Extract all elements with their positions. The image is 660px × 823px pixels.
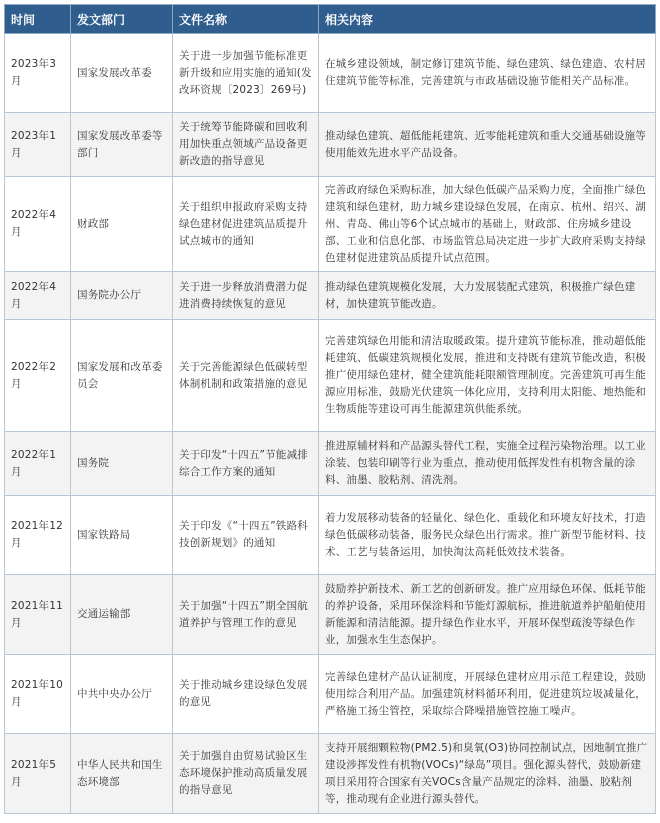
cell-time: 2023年3月 bbox=[5, 34, 71, 113]
cell-content: 推动绿色建筑规模化发展，大力发展装配式建筑，积极推广绿色建材，加快建筑节能改造。 bbox=[319, 272, 656, 320]
table-row bbox=[5, 575, 656, 655]
cell-doc: 关于印发“十四五”节能减排综合工作方案的通知 bbox=[173, 432, 319, 496]
cell-time: 2021年11月 bbox=[5, 575, 71, 655]
cell-time: 2021年5月 bbox=[5, 734, 71, 814]
cell-dept: 中华人民共和国生态环境部 bbox=[71, 734, 173, 814]
cell-time: 2022年1月 bbox=[5, 432, 71, 496]
cell-doc: 关于统筹节能降碳和回收利用加快重点领域产品设备更新改造的指导意见 bbox=[173, 113, 319, 177]
policy-table-container bbox=[4, 4, 655, 814]
table-row bbox=[5, 432, 656, 496]
cell-dept: 国家发展改革委等部门 bbox=[71, 113, 173, 177]
cell-time: 2022年4月 bbox=[5, 272, 71, 320]
table-row bbox=[5, 177, 656, 272]
policy-table bbox=[4, 4, 656, 814]
header-doc: 文件名称 bbox=[173, 5, 319, 34]
table-row bbox=[5, 734, 656, 814]
cell-time: 2022年4月 bbox=[5, 177, 71, 272]
cell-dept: 国家发展改革委 bbox=[71, 34, 173, 113]
cell-content: 推动绿色建筑、超低能耗建筑、近零能耗建筑和重大交通基础设施等使用能效先进水平产品设备。 bbox=[319, 113, 656, 177]
table-row bbox=[5, 655, 656, 734]
cell-dept: 中共中央办公厅 bbox=[71, 655, 173, 734]
table-header-row bbox=[5, 5, 656, 34]
cell-doc: 关于加强自由贸易试验区生态环境保护推动高质量发展的指导意见 bbox=[173, 734, 319, 814]
cell-doc: 关于印发《“十四五”铁路科技创新规划》的通知 bbox=[173, 496, 319, 575]
cell-time: 2023年1月 bbox=[5, 113, 71, 177]
cell-doc: 关于进一步加强节能标准更新升级和应用实施的通知(发改环资规〔2023〕269号) bbox=[173, 34, 319, 113]
cell-content: 在城乡建设领域，制定修订建筑节能、绿色建筑、绿色建造、农村居住建筑节能等标准，完善建筑与市政基础设施节能相关产品标准。 bbox=[319, 34, 656, 113]
cell-dept: 国务院 bbox=[71, 432, 173, 496]
cell-time: 2021年12月 bbox=[5, 496, 71, 575]
table-row bbox=[5, 320, 656, 432]
cell-content: 推进原辅材料和产品源头替代工程，实施全过程污染物治理。以工业涂装、包装印刷等行业为重点，推动使用低挥发性有机物含量的涂料、油墨、胶粘剂、清洗剂。 bbox=[319, 432, 656, 496]
cell-content: 完善绿色建材产品认证制度，开展绿色建材应用示范工程建设，鼓励使用综合利用产品。加强建筑材料循环利用，促进建筑垃圾减量化，严格施工扬尘管控，采取综合降噪措施管控施工噪声。 bbox=[319, 655, 656, 734]
table-row bbox=[5, 34, 656, 113]
cell-content: 完善建筑绿色用能和清洁取暖政策。提升建筑节能标准，推动超低能耗建筑、低碳建筑规模化发展，推进和支持既有建筑节能改造，积极推广使用绿色建材，健全建筑能耗限额管理制度。完善建筑可再生能源应用标准，鼓励光伏建筑一体化应用，支持利用太阳能、地热能和生物质能等建设可再生能源建筑供能系统。 bbox=[319, 320, 656, 432]
cell-dept: 国家发展和改革委员会 bbox=[71, 320, 173, 432]
header-time: 时间 bbox=[5, 5, 71, 34]
cell-content: 着力发展移动装备的轻量化、绿色化、重载化和环境友好技术，打造绿色低碳移动装备，服务民众绿色出行需求。推广新型节能材料、技术、工艺与装备运用，加快淘汰高耗低效技术装备。 bbox=[319, 496, 656, 575]
cell-dept: 国务院办公厅 bbox=[71, 272, 173, 320]
header-content: 相关内容 bbox=[319, 5, 656, 34]
cell-time: 2022年2月 bbox=[5, 320, 71, 432]
cell-doc: 关于组织申报政府采购支持绿色建材促进建筑品质提升试点城市的通知 bbox=[173, 177, 319, 272]
header-dept: 发文部门 bbox=[71, 5, 173, 34]
table-row bbox=[5, 113, 656, 177]
cell-content: 完善政府绿色采购标准，加大绿色低碳产品采购力度，全面推广绿色建筑和绿色建材，助力城乡建设绿色发展，在南京、杭州、绍兴、湖州、青岛、佛山等6个试点城市的基础上，财政部、住房城乡建设部、工业和信息化部、市场监管总局决定进一步扩大政府采购支持绿色建材促进建筑品质提升试点范围。 bbox=[319, 177, 656, 272]
cell-doc: 关于完善能源绿色低碳转型体制机制和政策措施的意见 bbox=[173, 320, 319, 432]
cell-content: 支持开展细颗粒物(PM2.5)和臭氧(O3)协同控制试点，因地制宜推广建设涉挥发性有机物(VOCs)“绿岛”项目。强化源头替代，鼓励新建项目采用符合国家有关VOCs含量产品规定的涂料、油墨、胶粘剂等，推动现有企业进行源头替代。 bbox=[319, 734, 656, 814]
cell-doc: 关于加强“十四五”期全国航道养护与管理工作的意见 bbox=[173, 575, 319, 655]
cell-doc: 关于进一步释放消费潜力促进消费持续恢复的意见 bbox=[173, 272, 319, 320]
cell-dept: 财政部 bbox=[71, 177, 173, 272]
cell-doc: 关于推动城乡建设绿色发展的意见 bbox=[173, 655, 319, 734]
cell-dept: 交通运输部 bbox=[71, 575, 173, 655]
table-row bbox=[5, 272, 656, 320]
cell-dept: 国家铁路局 bbox=[71, 496, 173, 575]
table-row bbox=[5, 496, 656, 575]
cell-time: 2021年10月 bbox=[5, 655, 71, 734]
cell-content: 鼓励养护新技术、新工艺的创新研发。推广应用绿色环保、低耗节能的养护设备，采用环保涂料和节能灯源航标，推进航道养护船舶使用新能源和清洁能源。提升绿色作业水平，开展环保型疏浚等绿色作业，加强水生生态保护。 bbox=[319, 575, 656, 655]
